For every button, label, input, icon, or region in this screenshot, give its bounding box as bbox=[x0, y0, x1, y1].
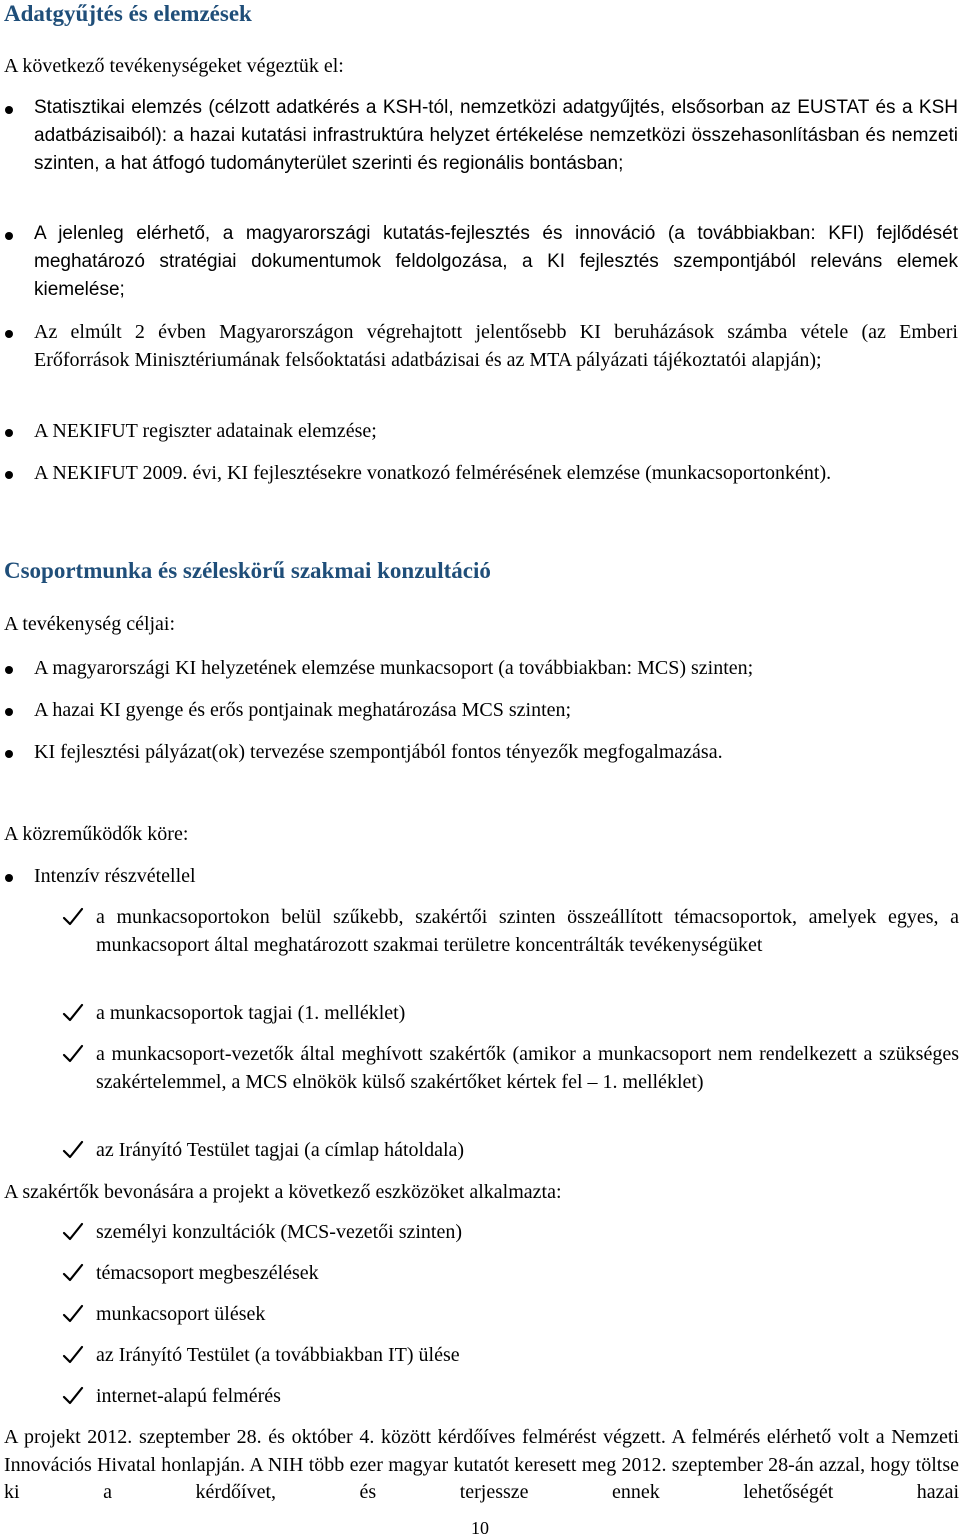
bullet-dot-icon bbox=[5, 106, 13, 114]
list-item-text: A NEKIFUT 2009. évi, KI fejlesztésekre vonatkozó felmérésének elemzése (munkacsoportonként). bbox=[34, 462, 832, 484]
check-item-text: személyi konzultációk (MCS-vezetői szinten) bbox=[96, 1221, 463, 1243]
tools-label: A szakértők bevonására a projekt a következő eszközöket alkalmazta: bbox=[4, 1181, 562, 1203]
checkmark-icon bbox=[62, 1139, 84, 1161]
check-item-text: az Irányító Testület tagjai (a címlap hátoldala) bbox=[96, 1139, 465, 1161]
bullet-dot-icon bbox=[5, 471, 13, 479]
goals-label: A tevékenység céljai: bbox=[4, 613, 176, 635]
bullet-dot-icon bbox=[5, 232, 13, 240]
checkmark-icon bbox=[62, 1385, 84, 1407]
checkmark-icon bbox=[62, 1221, 84, 1243]
bullet-dot-icon bbox=[5, 429, 13, 437]
section-heading-consultation: Csoportmunka és széleskörű szakmai konzultáció bbox=[4, 558, 491, 583]
list-item-text: KI fejlesztési pályázat(ok) tervezése szempontjából fontos tényezők megfogalmazása. bbox=[34, 741, 723, 763]
page-number: 10 bbox=[471, 1518, 489, 1538]
bullet-dot-icon bbox=[5, 874, 13, 882]
check-item-text: a munkacsoportok tagjai (1. melléklet) bbox=[96, 1002, 406, 1024]
bullet-dot-icon bbox=[5, 708, 13, 716]
checkmark-icon bbox=[62, 1043, 84, 1065]
checkmark-icon bbox=[62, 1002, 84, 1024]
bullet-dot-icon bbox=[5, 666, 13, 674]
list-item-text: Intenzív részvétellel bbox=[34, 865, 196, 887]
check-item-text: a munkacsoportokon belül szűkebb, szakértői szinten összeállított témacsoportok, amelyek egyes, a munkacsoport által meghatározott szakmai területre koncentrálták tevékenységüket bbox=[96, 906, 959, 956]
bullet-dot-icon bbox=[5, 330, 13, 338]
checkmark-icon bbox=[62, 1262, 84, 1284]
list-item-text: A hazai KI gyenge és erős pontjainak meghatározása MCS szinten; bbox=[34, 699, 572, 721]
list-item-text: Statisztikai elemzés (célzott adatkérés a KSH-tól, nemzetközi adatgyűjtés, elsősorban az EUSTAT és a KSH adatbázisaiból): a hazai kutatási infrastruktúra helyzet értékelése nemzetközi összehasonlításban és nemzeti szinten, a hat átfogó tudományterület szerinti és regionális bontásban; bbox=[34, 97, 958, 174]
list-item-text: A jelenleg elérhető, a magyarországi kutatás-fejlesztés és innováció (a továbbiakban: KFI) fejlődését meghatározó stratégiai dokumentumok feldolgozása, a KI fejlesztés szempontjából releváns elemek kiemelése; bbox=[34, 223, 958, 300]
list-item-text: Az elmúlt 2 évben Magyarországon végrehajtott jelentősebb KI beruházások számba vétele (az Emberi Erőforrások Minisztériumának felsőoktatási adatbázisai és az MTA pályázati tájékoztatói alapján); bbox=[34, 321, 958, 371]
checkmark-icon bbox=[62, 1344, 84, 1366]
checkmark-icon bbox=[62, 906, 84, 928]
closing-paragraph: A projekt 2012. szeptember 28. és október 4. között kérdőíves felmérést végzett. A felmérés elérhető volt a Nemzeti Innovációs Hivatal honlapján. A NIH több ezer magyar kutatót keresett meg 2012. szeptember 28-án azzal, hogy töltse ki a kérdőívet, és terjessze ennek lehetőségét hazai bbox=[4, 1426, 959, 1503]
section-heading-data-collection: Adatgyűjtés és elemzések bbox=[4, 1, 252, 26]
intro-paragraph: A következő tevékenységeket végeztük el: bbox=[4, 55, 344, 77]
check-item-text: témacsoport megbeszélések bbox=[96, 1262, 319, 1284]
list-item-text: A NEKIFUT regiszter adatainak elemzése; bbox=[34, 420, 377, 442]
list-item-text: A magyarországi KI helyzetének elemzése munkacsoport (a továbbiakban: MCS) szinten; bbox=[34, 657, 754, 679]
checkmark-icon bbox=[62, 1303, 84, 1325]
bullet-dot-icon bbox=[5, 750, 13, 758]
check-item-text: az Irányító Testület (a továbbiakban IT) ülése bbox=[96, 1344, 460, 1366]
check-item-text: a munkacsoport-vezetők által meghívott szakértők (amikor a munkacsoport nem rendelkezett a szükséges szakértelemmel, a MCS elnökök külső szakértőket kértek fel – 1. melléklet) bbox=[96, 1043, 959, 1093]
contributors-label: A közreműködők köre: bbox=[4, 823, 189, 845]
check-item-text: munkacsoport ülések bbox=[96, 1303, 266, 1325]
check-item-text: internet-alapú felmérés bbox=[96, 1385, 281, 1407]
